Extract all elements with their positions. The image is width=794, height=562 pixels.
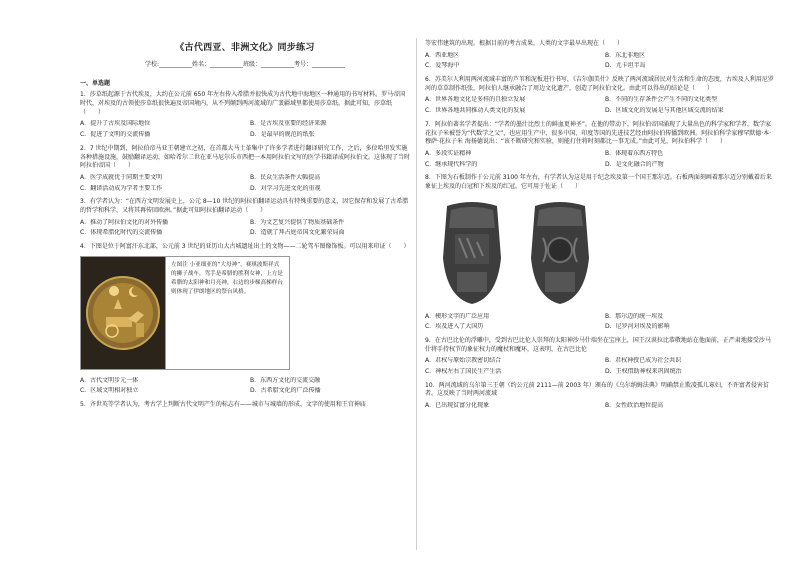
option-c: C．体现希腊化时代的交流传播 — [80, 229, 163, 237]
option-a: A．古代文明步元一体 — [80, 376, 139, 384]
question-4: 4．下图是位于阿富汗东北部，公元前 3 世纪的亚历山大古城遗址出土的文物——二轮驾车图像饰板。可以用来印证（ ） — [80, 243, 410, 251]
question-4-options — [80, 376, 410, 397]
option-d: D．区域文化的发展是与其他区域交流的结果 — [605, 107, 724, 115]
option-c: C．区域文明相对独立 — [80, 387, 139, 395]
option-d: D．尤卡坦半岛 — [605, 62, 646, 70]
option-c: C．翻译活动成为学者主要工作 — [80, 184, 163, 192]
left-column — [80, 42, 410, 412]
question-7: 7．阿拉伯著名学者提出：“学者的墨汁比烈士的鲜血更神圣”。在他的带动下，阿拉伯帝国涌现了大量出色的科学家和学者，数学家花拉子米被誉为“代数学之父”，也应用生产中，很多中国、印度等国的先进技艺经由阿拉伯传播到欧洲。阿拉伯科学家穆罕默德·本·穆萨·花拉子米 海扬德说出：“该不断研究和实验，则能打住将时刻都比一事无成。”由此可见，阿拉伯科学（ ） — [425, 120, 772, 146]
option-d: D．是文化融合的产物 — [605, 160, 664, 168]
question-3-options — [80, 218, 410, 239]
option-b: B．民众生活条件大幅提高 — [250, 173, 321, 181]
option-c: C．爱琴海中 — [425, 62, 460, 70]
chariot-plaque-image — [81, 257, 165, 369]
question-10: 10．两河流域的乌尔第三王朝（约公元前 2111—前 2003 年）颁布的《乌尔纳姆法典》明确禁止欺凌孤儿寡妇，不许富者侵害贫者。这反映了当时两河流域 — [425, 381, 769, 398]
question-9-options — [425, 356, 775, 377]
option-d: D．对学习先进文化的重视 — [250, 184, 321, 192]
question-7-options — [425, 149, 775, 170]
plaque-figure — [80, 256, 290, 370]
option-c: C．促进了文明的交流传播 — [80, 131, 151, 139]
option-b: B．体现着东西方特色 — [605, 149, 664, 157]
option-d: D．尼罗河对埃及的影响 — [605, 323, 670, 331]
option-a: A．提升了古埃及国际地位 — [80, 120, 151, 128]
section-heading: 一、单选题 — [80, 79, 111, 87]
option-a: A．西亚地区 — [425, 51, 460, 59]
question-2-options — [80, 173, 410, 194]
option-b: B．不同的生存条件会产生不同的文化类型 — [605, 96, 718, 104]
option-a: A．楔形文字的广泛应用 — [425, 312, 490, 320]
question-6-options — [425, 95, 775, 116]
option-d: D．是最早的规范的纸张 — [250, 131, 315, 139]
question-5: 5．齐世英等学者认为，考古学上判断古代文明产生的标志有——城市与城墙的形成、文字的使用和王宫神庙 — [80, 401, 366, 409]
question-1-options — [80, 119, 410, 140]
question-8: 8．下图为石板制作于公元前 3100 年左右，有学者认为这是用于纪念埃及第一个国王那尔迈。石板两面刻画着那尔迈分别戴着后来象征上埃及的白冠和下埃及的红冠。它可用于佐证（ ） — [425, 174, 772, 190]
option-b: B．那尔迈的统一埃及 — [605, 312, 664, 320]
question-9: 9．在古巴比伦的浮雕中，受到古巴比伦人崇拜的太阳神沙马什端坐在宝座上，国王汉谟拉比恭敬地站在他面前，正严肃地接受沙马什将手持权节的象征权力的魔杖和魔环，这表明，在古巴比伦 — [425, 337, 771, 353]
question-8-options — [425, 312, 775, 333]
option-a: A．已出现贫富分化现象 — [425, 402, 490, 410]
column-divider — [416, 38, 417, 550]
question-1: 1．莎草纸起源于古代埃及，大约在公元前 650 年左右传入希腊并很快成为古代地中海地区一种通用的书写材料。罗马帝国时代，对埃及的古领使莎草纸很快遍及帝国境内，从不列颠到两河流域的广袤疆域里都使用莎草纸。据此可知，莎草纸（ ） — [80, 91, 406, 116]
palette-front-image — [437, 198, 507, 306]
question-10-options — [425, 401, 775, 412]
option-d: D．古希腊文化的广泛传播 — [250, 387, 321, 395]
option-c: C．继承现代科学的 — [425, 160, 478, 168]
right-column — [425, 40, 775, 416]
option-b: B．为文艺复兴提供了物质基础条件 — [250, 218, 345, 226]
option-c: C．神权左右了国民生产生活 — [425, 368, 502, 376]
option-d: D．造就了拜占庭帝国文化繁荣局面 — [250, 229, 345, 237]
plaque-caption: 左图注 小亚细亚的“大母神”，赛琪波斯祥式的狮子战车，驾手是希腊的胜利女神，上方是希腊的太阳神和月亮神，右边的步梯高梯样台则体现了伊朗地区的祭台风格。 — [165, 257, 289, 369]
student-info-line: 学校:___________姓名：___________班级：___________考号：___________ — [144, 61, 346, 69]
option-b: B．是古埃及重要的经济来源 — [250, 120, 327, 128]
option-b: B．东西方文化的交流交融 — [250, 376, 321, 384]
narmer-palette-figure — [437, 198, 775, 306]
option-c: C．世界各地共同推动人类文化的发展 — [425, 107, 526, 115]
question-6: 6．苏美尔人利用两河流域丰富的芦苇和泥板进行书写，《吉尔伽美什》反映了两河流域居民对生活和生命的态度，古埃及人利用尼罗河的草草制作纸张，阿拉伯人继承融合了周边文化遗产，创造了阿拉伯文化。由此可以得出的结论是（ ） — [425, 76, 774, 92]
option-b: B．东北非地区 — [605, 51, 646, 59]
page-title: 《古代西亚、非洲文化》同步练习 — [175, 43, 315, 53]
option-a: A．推动了阿拉伯文化的对外传播 — [80, 218, 169, 226]
option-d: D．王权借助神权来巩固统治 — [605, 368, 682, 376]
option-b: B．女性政治地位提高 — [605, 402, 664, 410]
question-5-options — [425, 51, 775, 72]
option-a: A．多段实证精神 — [425, 149, 472, 157]
question-3: 3．有学者认为：“在西方文明发展史上，公元 8—10 世纪的阿拉伯翻译运动具有特殊重要的意义，因它保存和发展了古希腊的哲学和科学，又将其再传回欧洲。”据此可知阿拉伯翻译运动（ ） — [80, 198, 409, 214]
palette-back-image — [525, 198, 595, 306]
option-a: A．君权与原始宗教密切结合 — [425, 357, 502, 365]
question-2: 2．7 世纪中期到，阿拉伯帝马亚王朝建立之初，在首都大马士革集中了许多学者进行翻译研究工作，之后，多位哈里发实施各种措施设施，鼓励翻译运动，如哈希尔二世在亚马尼尔乐市西把一本用阿拉伯文写的医学书籍译成阿拉伯文。这体现了当时阿拉伯帝国（ ） — [80, 144, 411, 170]
question-5-continued: 等宏伟建筑的出现。根据目前的考古成果，人类的文字最早出现在（ ） — [425, 40, 624, 47]
option-c: C．埃及进入了大国历 — [425, 323, 484, 331]
option-b: B．君权神授已成为社会共识 — [605, 357, 682, 365]
option-a: A．医学成就优于同期主要文明 — [80, 173, 163, 181]
option-a: A．世界各地文化是多样的且独立发展 — [425, 96, 526, 104]
